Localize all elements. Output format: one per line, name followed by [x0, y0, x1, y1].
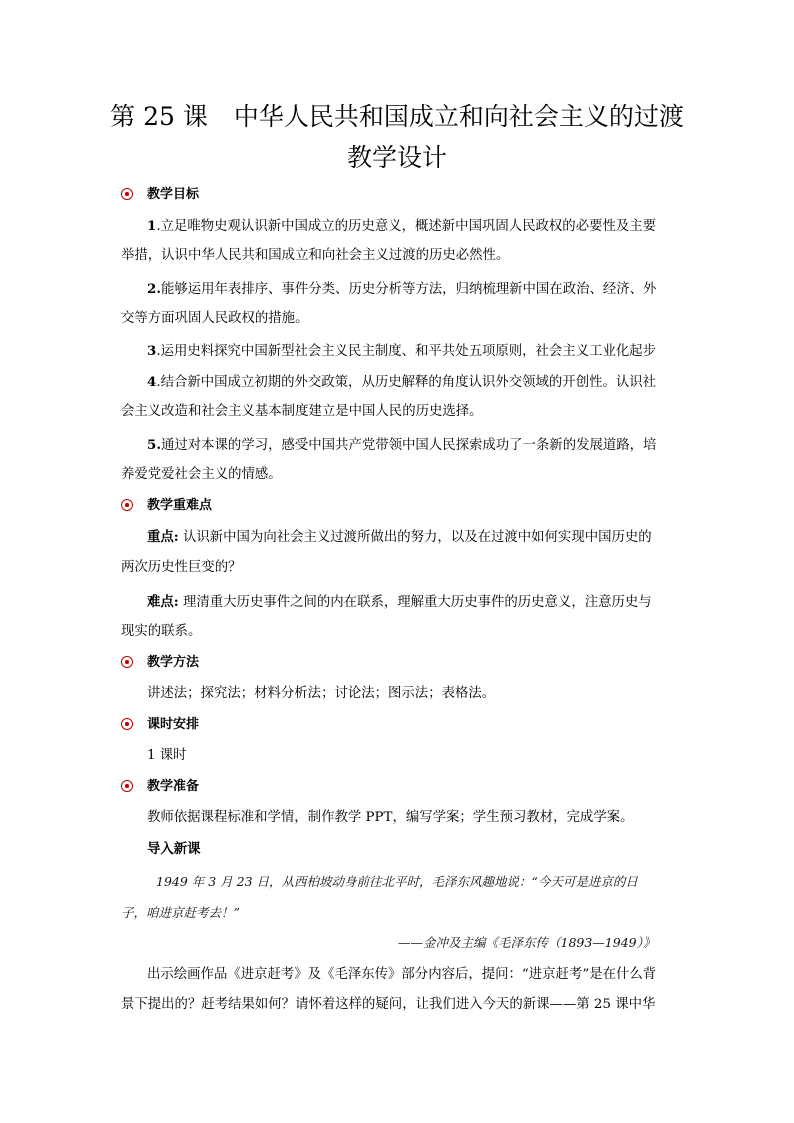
intro-paragraph-line-2: 景下提出的？赶考结果如何？请怀着这样的疑问，让我们进入今天的新课——第 25 课中华	[121, 997, 656, 1012]
lesson-title: 中华人民共和国成立和向社会主义的过渡	[233, 102, 684, 131]
bullet-icon	[121, 188, 133, 200]
bullet-icon	[121, 780, 133, 792]
objective-2-line-1: 2.能够运用年表排序、事件分类、历史分析等方法，归纳梳理新中国在政治、经济、外	[147, 281, 657, 297]
difficulty-line-2: 现实的联系。	[121, 624, 202, 639]
schedule-heading: 课时安排	[121, 715, 199, 735]
objectives-heading: 教学目标	[121, 185, 199, 205]
objective-4-line-1: 4.结合新中国成立初期的外交政策，从历史解释的角度认识外交领域的开创性。认识社	[147, 374, 657, 390]
document-title-line-2: 教学设计	[346, 143, 447, 172]
key-points-heading: 教学重难点	[121, 496, 212, 516]
intro-quote-line-1: 1949 年 3 月 23 日，从西柏坡动身前往北平时，毛泽东风趣地说：“今天可是进京的日	[156, 874, 638, 889]
difficulty-line-1: 难点: 理清重大历史事件之间的内在联系，理解重大历史事件的历史意义，注意历史与	[147, 594, 652, 610]
intro-heading: 导入新课	[147, 841, 201, 857]
schedule-text: 1 课时	[147, 748, 187, 763]
key-point-line-2: 两次历史性巨变的？	[121, 560, 242, 575]
lesson-number: 第 25 课	[110, 102, 208, 131]
objective-1-line-1: 1.立足唯物史观认识新中国成立的历史意义，概述新中国巩固人民政权的必要性及主要	[147, 218, 657, 234]
intro-quote-source: ——金冲及主编《毛泽东传（1893—1949）》	[398, 935, 656, 950]
bullet-icon	[121, 656, 133, 668]
intro-quote-line-2: 子，咱进京赶考去！”	[121, 905, 240, 920]
document-title-line-1	[0, 100, 794, 134]
preparation-text: 教师依据课程标准和学情，制作教学 PPT，编写学案；学生预习教材，完成学案。	[147, 810, 634, 825]
methods-text: 讲述法；探究法；材料分析法；讨论法；图示法；表格法。	[147, 686, 496, 701]
preparation-heading: 教学准备	[121, 777, 199, 797]
intro-paragraph-line-1: 出示绘画作品《进京赶考》及《毛泽东传》部分内容后，提问：“进京赶考”是在什么背	[147, 967, 657, 982]
key-point-line-1: 重点: 认识新中国为向社会主义过渡所做出的努力，以及在过渡中如何实现中国历史的	[147, 529, 652, 545]
objective-1-line-2: 举措，认识中华人民共和国成立和向社会主义过渡的历史必然性。	[121, 248, 510, 263]
objective-5-line-1: 5.通过对本课的学习，感受中国共产党带领中国人民探索成功了一条新的发展道路，培	[147, 437, 657, 453]
methods-heading: 教学方法	[121, 653, 199, 673]
objective-3-line-1: 3.运用史料探究中国新型社会主义民主制度、和平共处五项原则，社会主义工业化起步	[147, 343, 657, 359]
bullet-icon	[121, 718, 133, 730]
bullet-icon	[121, 499, 133, 511]
objective-2-line-2: 交等方面巩固人民政权的措施。	[121, 311, 309, 326]
objective-4-line-2: 会主义改造和社会主义基本制度建立是中国人民的历史选择。	[121, 404, 483, 419]
objective-5-line-2: 养爱党爱社会主义的情感。	[121, 467, 282, 482]
